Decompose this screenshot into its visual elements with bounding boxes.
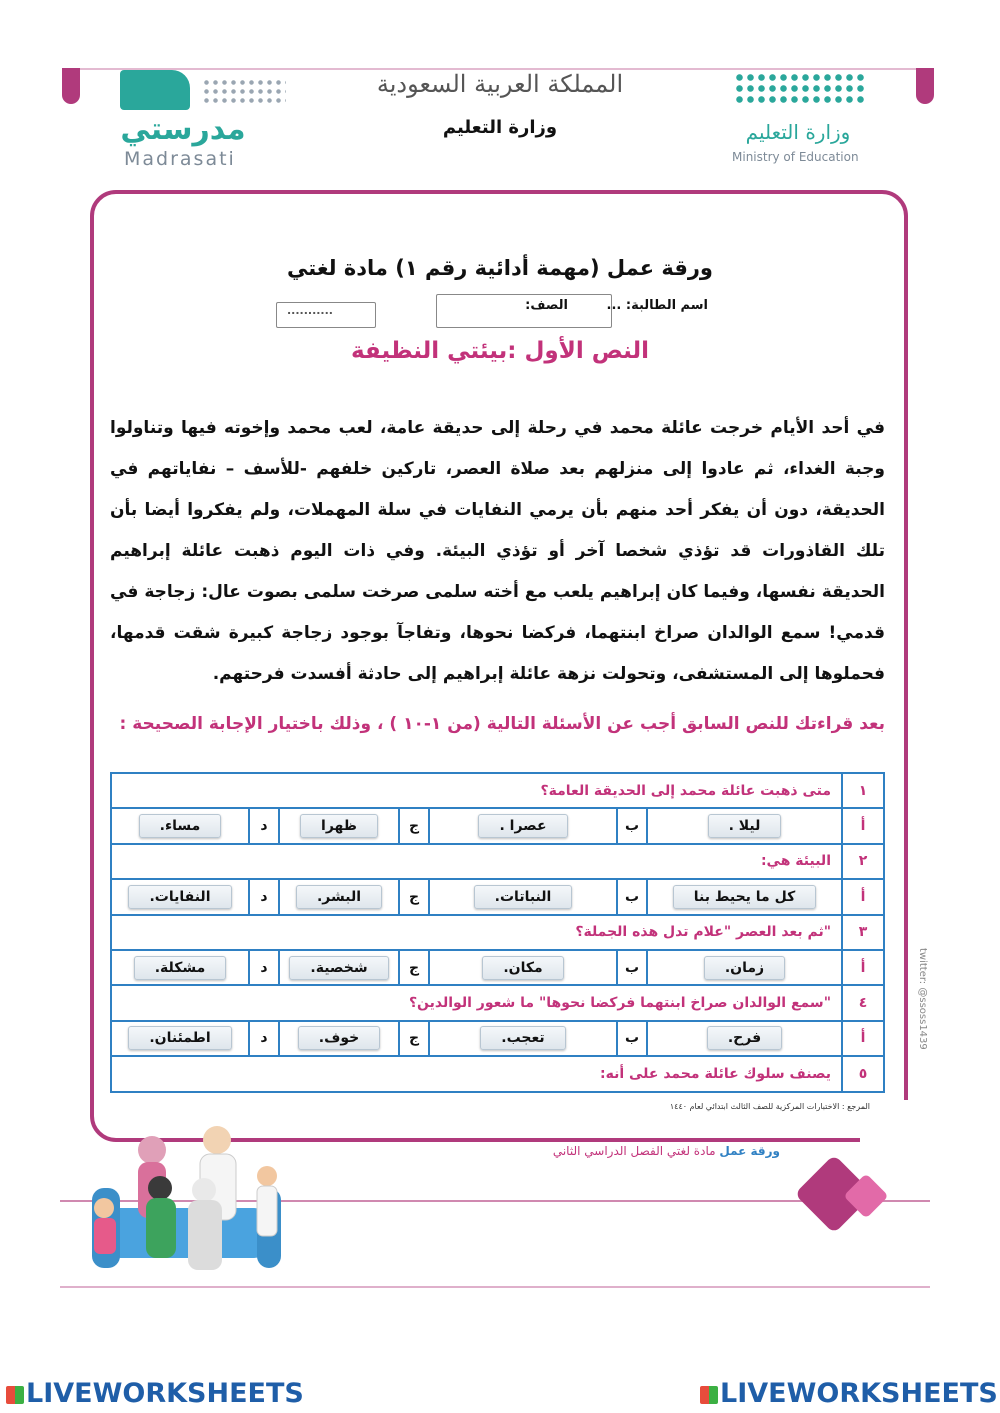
option-cell xyxy=(111,950,249,985)
twitter-handle: twitter: @ssoss1439 xyxy=(917,948,928,1050)
answer-option[interactable]: زمان. xyxy=(704,956,785,980)
options-row-3 xyxy=(111,950,884,985)
option-cell xyxy=(279,879,399,914)
option-letter-a: أ xyxy=(842,1021,884,1056)
question-number: ٤ xyxy=(842,985,884,1020)
madrasati-book-icon xyxy=(120,70,190,110)
ministry-title: وزارة التعليم xyxy=(442,117,558,138)
text-title: النص الأول :بيئتي النظيفة xyxy=(350,338,650,364)
header-accent-left xyxy=(62,68,80,104)
option-cell xyxy=(111,808,249,843)
option-cell xyxy=(111,879,249,914)
family-illustration xyxy=(82,1118,282,1288)
student-name-label: اسم الطالبة: ... xyxy=(606,298,708,313)
option-letter-c: ج xyxy=(399,808,429,843)
answer-option[interactable]: عصرا . xyxy=(478,814,567,838)
option-cell xyxy=(279,1021,399,1056)
footer-caption-bold: ورقة عمل xyxy=(719,1144,780,1158)
class-field[interactable] xyxy=(276,302,376,328)
option-letter-a: أ xyxy=(842,808,884,843)
moe-logo-arabic: وزارة التعليم xyxy=(745,120,851,144)
option-cell xyxy=(279,950,399,985)
answer-option[interactable]: كل ما يحيط بنا xyxy=(673,885,816,909)
option-letter-d: د xyxy=(249,950,279,985)
option-letter-d: د xyxy=(249,808,279,843)
student-name-field[interactable] xyxy=(436,294,612,328)
option-letter-b: ب xyxy=(617,879,647,914)
option-letter-b: ب xyxy=(617,808,647,843)
option-cell xyxy=(647,879,842,914)
liveworksheets-icon xyxy=(700,1386,718,1404)
option-letter-d: د xyxy=(249,879,279,914)
option-cell xyxy=(647,808,842,843)
option-cell xyxy=(647,950,842,985)
options-row-4 xyxy=(111,1021,884,1056)
worksheet-title: ورقة عمل (مهمة أدائية رقم ١) مادة لغتي xyxy=(287,256,713,280)
question-row-1 xyxy=(111,773,884,808)
option-letter-a: أ xyxy=(842,950,884,985)
kingdom-title: المملكة العربية السعودية xyxy=(376,70,624,98)
option-cell xyxy=(279,808,399,843)
answer-option[interactable]: اطمئنان. xyxy=(128,1026,231,1050)
option-cell xyxy=(429,950,617,985)
question-row-4 xyxy=(111,985,884,1020)
answer-option[interactable]: ليلا . xyxy=(708,814,782,838)
option-letter-c: ج xyxy=(399,950,429,985)
liveworksheets-brand-left xyxy=(6,1378,304,1409)
option-cell xyxy=(429,1021,617,1056)
question-text: يصنف سلوك عائلة محمد على أنه: xyxy=(111,1056,842,1091)
option-letter-b: ب xyxy=(617,950,647,985)
options-row-2 xyxy=(111,879,884,914)
answer-option[interactable]: النباتات. xyxy=(474,885,573,909)
options-row-1 xyxy=(111,808,884,843)
student-info-row xyxy=(270,292,720,332)
question-row-2 xyxy=(111,844,884,879)
answer-option[interactable]: خوف. xyxy=(298,1026,380,1050)
ministry-of-education-logo xyxy=(728,70,878,170)
moe-dots-icon xyxy=(734,72,864,106)
liveworksheets-icon xyxy=(6,1386,24,1404)
footer-caption xyxy=(520,1144,780,1158)
question-text: "سمع الوالدان صراخ ابنتهما فركضا نحوها" ما شعور الوالدين؟ xyxy=(111,985,842,1020)
liveworksheets-text: LIVEWORKSHEETS xyxy=(720,1378,998,1409)
madrasati-dots-icon xyxy=(202,78,286,104)
madrasati-logo xyxy=(110,70,290,170)
option-letter-b: ب xyxy=(617,1021,647,1056)
reading-passage: في أحد الأيام خرجت عائلة محمد في رحلة إلى حديقة عامة، لعب محمد وإخوته فيها وتناولوا وجبة الغداء، ثم عادوا إلى منزلهم بعد صلاة العصر، تاركين خلفهم -للأسف – نفاياتهم في الحديقة، دون أن يفكر أحد منهم بأن يرمي النفايات في سلة المهملات، ولم يفكروا أيضا بأن تلك القاذورات قد تؤذي شخصا آخر أو تؤذي البيئة. وفي ذات اليوم ذهبت عائلة إبراهيم الحديقة نفسها، وفيما كان إبراهيم يلعب مع أخته سلمى صرخت سلمى بصوت عال: زجاجة في قدمي! سمع الوالدان صراخ ابنتهما، فركضا نحوها، وتفاجآ بوجود زجاجة كبيرة شقت قدمها، فحملوها إلى المستشفى، وتحولت نزهة عائلة إبراهيم إلى حادثة أفسدت فرحتهم. xyxy=(110,418,885,684)
option-cell xyxy=(429,879,617,914)
reference-note: المرجع : الاختبارات المركزية للصف الثالث ابتدائي لعام ١٤٤٠ xyxy=(669,1102,870,1111)
liveworksheets-text: LIVEWORKSHEETS xyxy=(26,1378,304,1409)
answer-option[interactable]: تعجب. xyxy=(480,1026,565,1050)
option-letter-c: ج xyxy=(399,879,429,914)
option-letter-a: أ xyxy=(842,879,884,914)
footer-caption-rest: مادة لغتي الفصل الدراسي الثاني xyxy=(552,1144,716,1158)
question-number: ٣ xyxy=(842,915,884,950)
liveworksheets-brand-right xyxy=(700,1378,998,1409)
question-text: متى ذهبت عائلة محمد إلى الحديقة العامة؟ xyxy=(111,773,842,808)
answer-option[interactable]: شخصية. xyxy=(289,956,388,980)
class-label: الصف: xyxy=(525,298,568,313)
question-number: ١ xyxy=(842,773,884,808)
option-cell xyxy=(429,808,617,843)
question-row-5 xyxy=(111,1056,884,1091)
answer-option[interactable]: البشر. xyxy=(296,885,382,909)
questions-table xyxy=(110,772,885,1093)
answer-option[interactable]: مشكلة. xyxy=(134,956,227,980)
header-accent-right xyxy=(916,68,934,104)
madrasati-logo-arabic: مدرستي xyxy=(120,112,246,147)
option-cell xyxy=(647,1021,842,1056)
question-number: ٥ xyxy=(842,1056,884,1091)
answer-option[interactable]: مساء. xyxy=(139,814,222,838)
question-number: ٢ xyxy=(842,844,884,879)
moe-logo-english: Ministry of Education xyxy=(732,150,859,164)
question-text: البيئة هي: xyxy=(111,844,842,879)
answer-option[interactable]: مكان. xyxy=(482,956,563,980)
question-text: "ثم بعد العصر "علام تدل هذه الجملة؟ xyxy=(111,915,842,950)
class-field-dots: ........... xyxy=(287,304,333,317)
answer-option[interactable]: ظهرا xyxy=(300,814,378,838)
option-letter-d: د xyxy=(249,1021,279,1056)
answer-option[interactable]: فرح. xyxy=(707,1026,782,1050)
madrasati-logo-english: Madrasati xyxy=(124,148,236,170)
option-cell xyxy=(111,1021,249,1056)
questions-instruction: بعد قراءتك للنص السابق أجب عن الأسئلة التالية (من ١-١٠ ) ، وذلك باختيار الإجابة الصحيحة : xyxy=(119,714,885,734)
answer-option[interactable]: النفايات. xyxy=(128,885,231,909)
question-row-3 xyxy=(111,915,884,950)
option-letter-c: ج xyxy=(399,1021,429,1056)
